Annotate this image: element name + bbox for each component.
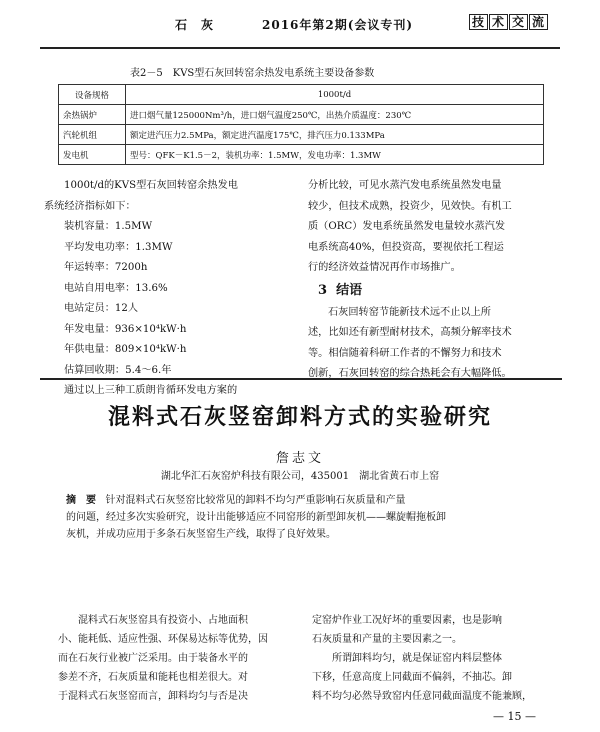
table-row bbox=[59, 105, 544, 125]
text-line: 参差不齐，石灰质量和能耗也相差很大。对 bbox=[58, 672, 248, 683]
section-separator bbox=[40, 378, 562, 380]
text-line: 料不均匀必然导致窑内任意同截面温度不能兼顾， bbox=[312, 691, 532, 702]
text-line: 较少，但技术成熟，投资少，见效快。有机工 bbox=[308, 200, 512, 212]
page-number: — 15 — bbox=[493, 710, 536, 723]
text-line: 述，比如还有新型耐材技术，高频分解率技术 bbox=[308, 327, 512, 338]
text-line: 分析比较，可见水蒸汽发电系统虽然发电量 bbox=[308, 180, 502, 191]
table-header-cell: 1000t/d bbox=[126, 85, 544, 105]
text-line: 年运转率：7200h bbox=[64, 262, 148, 273]
issue-label: 2016年第2期(会议专刊) bbox=[262, 18, 414, 32]
section-char: 交 bbox=[509, 14, 528, 30]
text-line: 电站自用电率：13.6% bbox=[64, 282, 168, 294]
journal-name: 石 灰 bbox=[175, 18, 215, 32]
text-line: 创新，石灰回转窑的综合热耗会有大幅降低。 bbox=[308, 368, 512, 379]
section-label bbox=[468, 14, 548, 30]
text-line: 于混料式石灰竖窑而言，卸料均匀与否是决 bbox=[58, 691, 248, 702]
abstract-line: 灰机，并成功应用于多条石灰竖窑生产线，取得了良好效果。 bbox=[66, 529, 336, 540]
article-title: 混料式石灰竖窑卸料方式的实验研究 bbox=[107, 404, 492, 430]
section-heading bbox=[308, 279, 562, 303]
section-title: 结语 bbox=[336, 282, 363, 298]
text-line: 质（ORC）发电系统虽然发电量较水蒸汽发 bbox=[308, 221, 506, 232]
text-line: 装机容量：1.5MW bbox=[64, 221, 153, 232]
table-cell: 汽轮机组 bbox=[59, 125, 126, 145]
text-line: 年发电量：936×10⁴kW·h bbox=[64, 323, 187, 335]
body-left-column bbox=[58, 611, 298, 706]
text-line: 定窑炉作业工况好坏的重要因素，也是影响 bbox=[312, 615, 502, 626]
table-cell: 额定进汽压力2.5MPa，额定进汽温度175℃，排汽压力0.133MPa bbox=[126, 125, 544, 145]
abstract-line: 的问题，经过多次实验研究，设计出能够适应不同窑形的新型卸灰机——螺旋帽拖板卸 bbox=[66, 512, 446, 523]
abstract-text: 针对混料式石灰竖窑比较常见的卸料不均匀严重影响石灰质量和产量 bbox=[105, 495, 406, 506]
abstract-label: 摘 要 bbox=[66, 495, 96, 506]
text-line: 混料式石灰竖窑具有投资小、占地面积 bbox=[78, 615, 248, 626]
table-header-row bbox=[59, 85, 544, 105]
table-cell: 余热锅炉 bbox=[59, 105, 126, 125]
table-header-cell: 设备规格 bbox=[59, 85, 126, 105]
abstract bbox=[66, 492, 536, 543]
text-line: 1000t/d的KVS型石灰回转窑余热发电 bbox=[64, 180, 238, 191]
text-line: 石灰质量和产量的主要因素之一。 bbox=[312, 634, 462, 645]
section-char: 流 bbox=[529, 14, 548, 30]
text-line: 年供电量：809×10⁴kW·h bbox=[64, 344, 187, 355]
text-line: 通过以上三种工质朗肯循环发电方案的 bbox=[64, 385, 238, 396]
right-column bbox=[308, 176, 562, 385]
section-char: 术 bbox=[489, 14, 508, 30]
header-rule bbox=[40, 47, 560, 49]
text-line: 电站定员：12人 bbox=[64, 303, 139, 314]
table-row bbox=[59, 145, 544, 165]
left-column bbox=[44, 176, 296, 402]
section-number: 3 bbox=[318, 282, 328, 298]
equipment-table bbox=[58, 84, 544, 165]
table-cell: 进口烟气量125000Nm³/h，进口烟气温度250℃，出热介质温度：230℃ bbox=[126, 105, 544, 125]
table-cell: 发电机 bbox=[59, 145, 126, 165]
text-line: 小、能耗低、适应性强、环保易达标等优势，因 bbox=[58, 634, 268, 645]
text-line: 下移，任意高度上同截面不偏斜，不抽芯。卸 bbox=[312, 672, 512, 683]
text-line: 平均发电功率：1.3MW bbox=[64, 241, 173, 253]
text-line: 所谓卸料均匀，就是保证窑内料层整体 bbox=[332, 653, 502, 664]
abstract-line bbox=[66, 492, 536, 509]
text-line: 电系统高40%，但投资高，要视依托工程运 bbox=[308, 241, 504, 253]
text-line: 行的经济效益情况再作市场推广。 bbox=[308, 262, 461, 273]
text-line: 系统经济指标如下： bbox=[44, 200, 136, 212]
author-affiliation: 湖北华汇石灰窑炉科技有限公司，435001 湖北省黄石市上窑 bbox=[160, 471, 440, 482]
article-author: 詹志文 bbox=[275, 451, 324, 466]
text-line: 石灰回转窑节能新技术远不止以上所 bbox=[328, 306, 491, 318]
body-right-column bbox=[312, 611, 556, 706]
table-row bbox=[59, 125, 544, 145]
section-char: 技 bbox=[469, 14, 488, 30]
table-caption: 表2－5 KVS型石灰回转窑余热发电系统主要设备参数 bbox=[130, 68, 375, 79]
text-line: 估算回收期：5.4～6.年 bbox=[64, 364, 172, 376]
table-cell: 型号：QFK－K1.5－2，装机功率：1.5MW，发电功率：1.3MW bbox=[126, 145, 544, 165]
text-line: 等。相信随着科研工作者的不懈努力和技术 bbox=[308, 347, 502, 359]
text-line: 而在石灰行业被广泛采用。由于装备水平的 bbox=[58, 653, 248, 664]
